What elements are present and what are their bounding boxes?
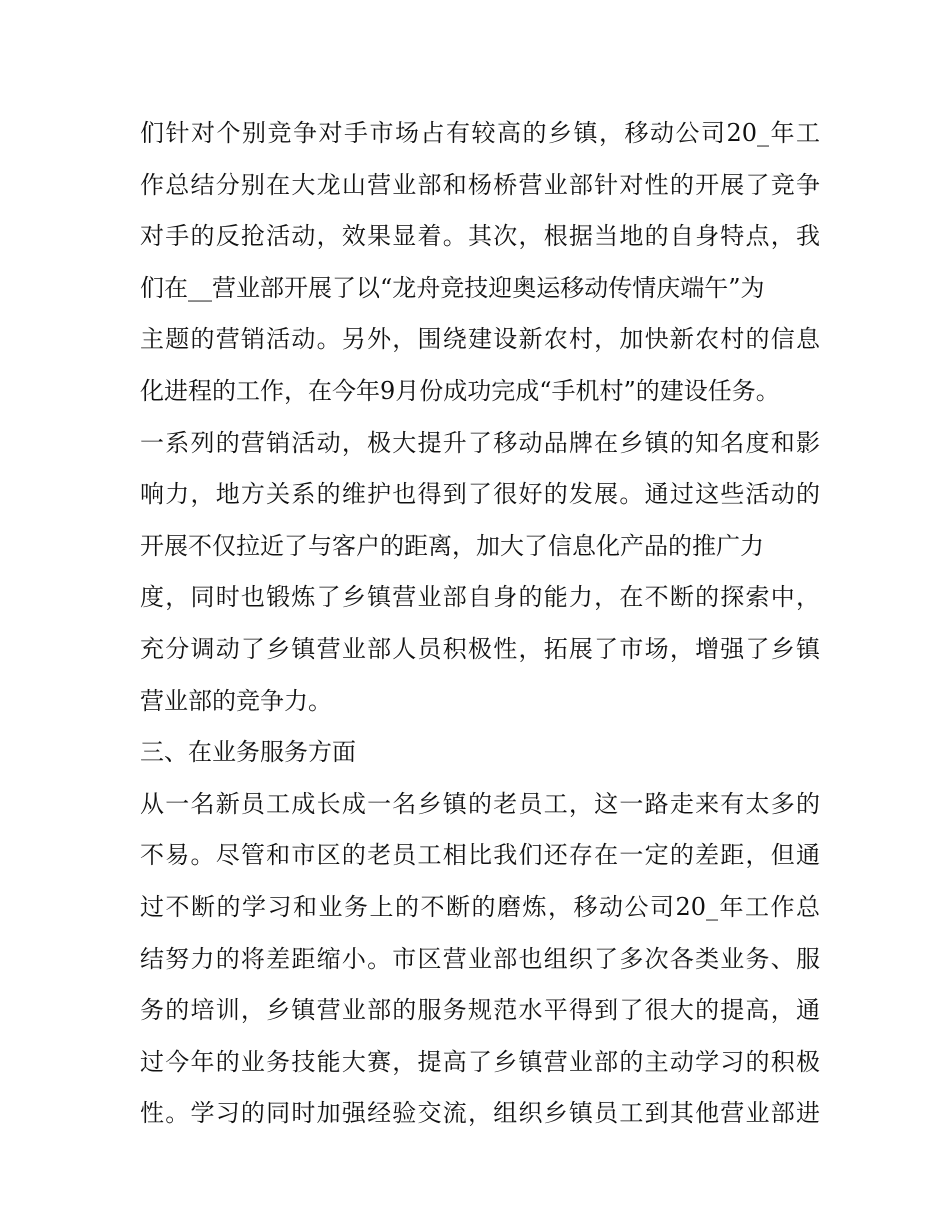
text-line: 们针对个别竞争对手市场占有较高的乡镇，移动公司20_年工 — [140, 119, 820, 147]
text-line: 不易。尽管和市区的老员工相比我们还存在一定的差距，但通 — [140, 841, 820, 870]
text-line: 主题的营销活动。另外，围绕建设新农村，加快新农村的信息 — [140, 325, 820, 354]
text-line: 一系列的营销活动，极大提升了移动品牌在乡镇的知名度和影 — [140, 428, 820, 457]
text-line: 性。学习的同时加强经验交流，组织乡镇员工到其他营业部进 — [140, 1099, 820, 1128]
text-line: 充分调动了乡镇营业部人员积极性，拓展了市场，增强了乡镇 — [140, 634, 820, 663]
text-line: 响力，地方关系的维护也得到了很好的发展。通过这些活动的 — [140, 480, 820, 509]
text-line: 化进程的工作，在今年9月份成功完成“手机村”的建设任务。 — [140, 376, 780, 405]
text-line: 作总结分别在大龙山营业部和杨桥营业部针对性的开展了竞争 — [140, 170, 820, 199]
text-line: 从一名新员工成长成一名乡镇的老员工，这一路走来有太多的 — [140, 789, 820, 818]
text-line: 开展不仅拉近了与客户的距离，加大了信息化产品的推广力 — [140, 531, 764, 560]
text-line: 务的培训，乡镇营业部的服务规范水平得到了很大的提高，通 — [140, 996, 820, 1025]
text-line: 营业部的竞争力。 — [140, 686, 332, 715]
text-line: 结努力的将差距缩小。市区营业部也组织了多次各类业务、服 — [140, 944, 820, 973]
text-line: 度，同时也锻炼了乡镇营业部自身的能力，在不断的探索中， — [140, 583, 820, 612]
section-heading: 三、在业务服务方面 — [140, 738, 356, 767]
text-line: 们在__营业部开展了以“龙舟竞技迎奥运移动传情庆端午”为 — [140, 273, 765, 302]
document-body — [140, 108, 820, 1140]
text-line: 过不断的学习和业务上的不断的磨炼，移动公司20_年工作总 — [140, 892, 820, 921]
text-line: 对手的反抢活动，效果显着。其次，根据当地的自身特点，我 — [140, 222, 820, 251]
text-line: 过今年的业务技能大赛，提高了乡镇营业部的主动学习的积极 — [140, 1047, 820, 1076]
